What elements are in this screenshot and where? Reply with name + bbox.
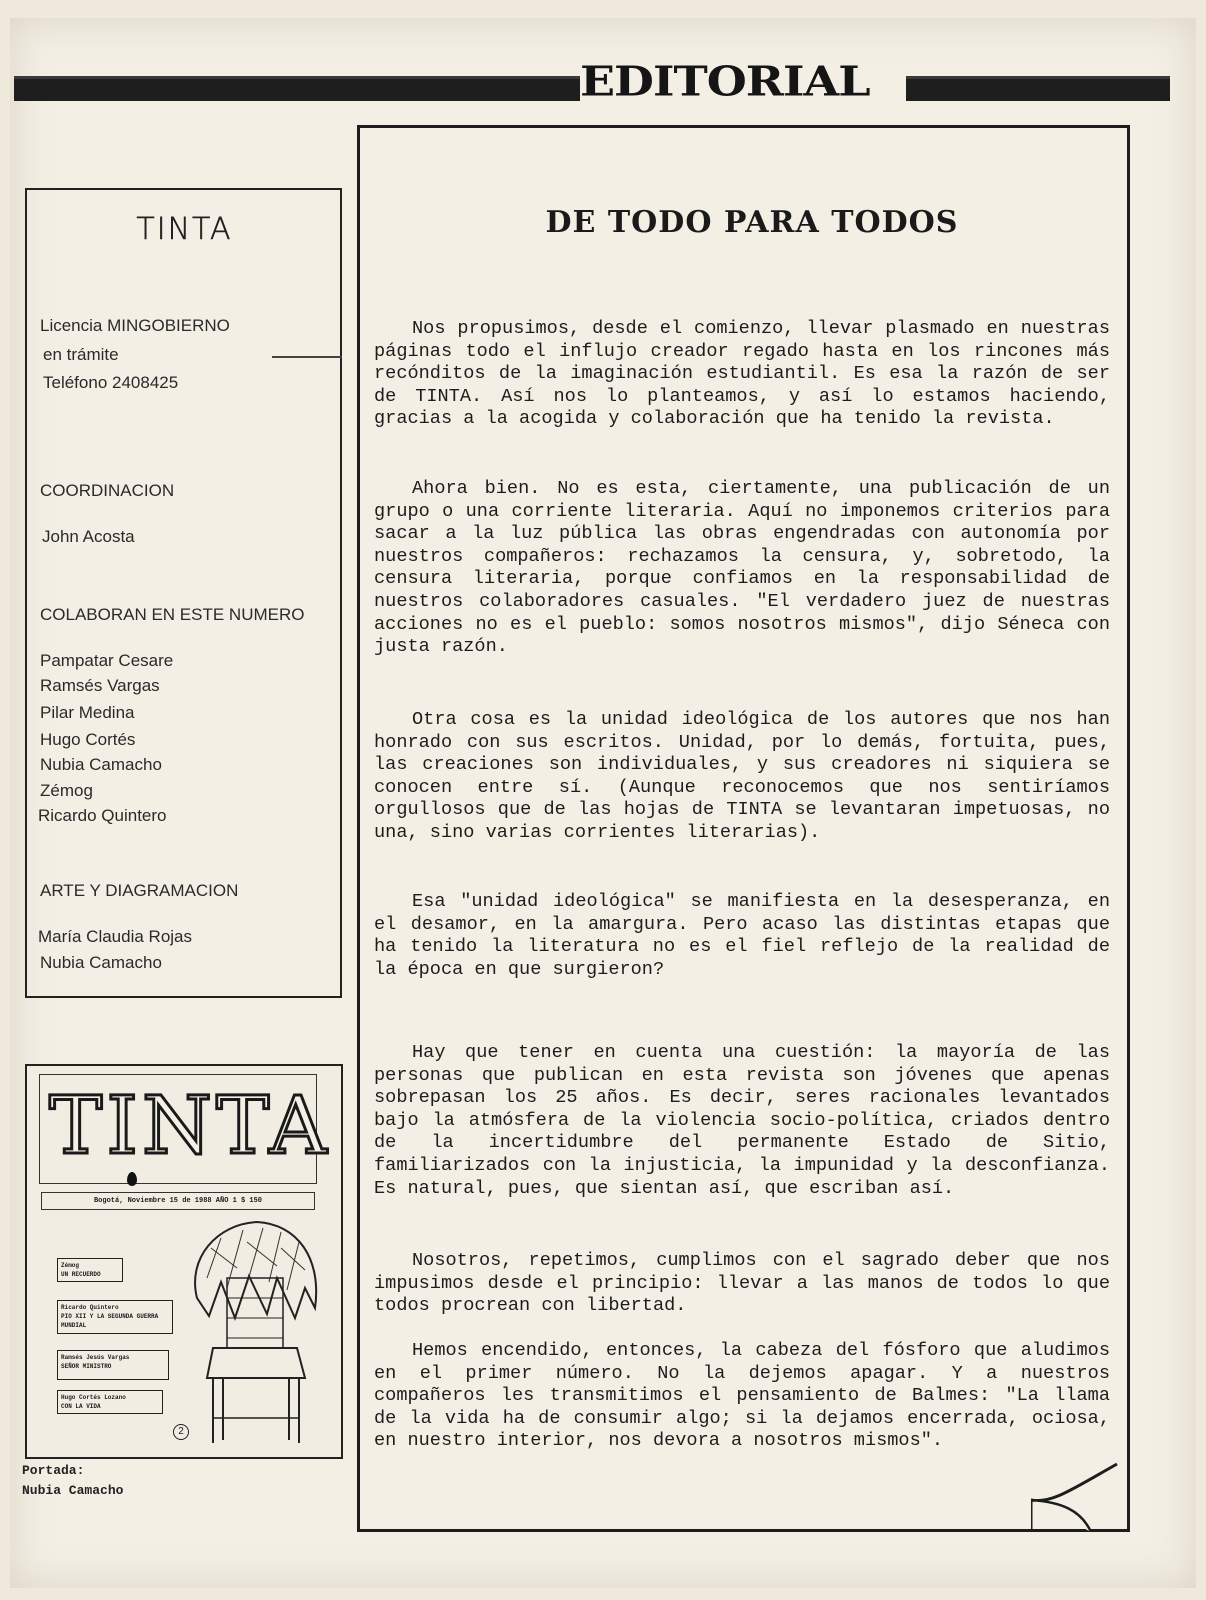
cover-item bbox=[57, 1350, 169, 1380]
cover-item-title: CON LA VIDA bbox=[61, 1403, 101, 1410]
cover-caption-author: Nubia Camacho bbox=[22, 1483, 124, 1498]
designer-name: María Claudia Rojas bbox=[38, 927, 193, 946]
cover-dateline: Bogotá, Noviembre 15 de 1988 AÑO 1 $ 150 bbox=[41, 1192, 315, 1210]
phone-line: Teléfono 2408425 bbox=[43, 373, 179, 392]
contributor-name: Ricardo Quintero bbox=[38, 806, 167, 825]
contributor-name: Pampatar Cesare bbox=[40, 651, 174, 670]
cover-item bbox=[57, 1390, 163, 1414]
ink-drop-icon bbox=[127, 1172, 137, 1186]
cover-item-author: Ramsés Jesús Vargas bbox=[61, 1354, 130, 1361]
license-line: Licencia MINGOBIERNO bbox=[40, 316, 230, 335]
masthead-logo: TINTA bbox=[136, 212, 233, 247]
article-paragraph: Esa "unidad ideológica" se manifiesta en la desesperanza, en el desamor, en la amargura. Pero acaso las distintas etapas que ha tenido la literatura no es el fiel reflejo de la realidad de la época en que surgieron? bbox=[374, 891, 1110, 980]
contributor-name: Ramsés Vargas bbox=[40, 676, 160, 695]
contributor-name: Pilar Medina bbox=[40, 703, 135, 722]
contributor-name: Hugo Cortés bbox=[40, 730, 136, 749]
cover-item-title: PIO XII Y LA SEGUNDA GUERRA MUNDIAL bbox=[61, 1313, 159, 1329]
cover-logo: TINTA bbox=[49, 1079, 331, 1172]
cover-item-author: Hugo Cortés Lozano bbox=[61, 1394, 126, 1401]
cover-page-number: 2 bbox=[173, 1424, 189, 1440]
article-paragraph: Otra cosa es la unidad ideológica de los autores que nos han honrado con sus escritos. Unidad, por lo demás, fortuita, pues, las creaciones son individuales, y sus creadores ni siquiera se conocen entre sí. (Aunque reconocemos que nos sentiríamos orgullosos que de las hojas de TINTA se levantaran impetuosas, no una, sino varias corrientes literarias). bbox=[374, 709, 1110, 843]
license-line: en trámite bbox=[43, 345, 119, 364]
cover-caption-label: Portada: bbox=[22, 1463, 85, 1478]
cover-thumbnail bbox=[25, 1064, 343, 1459]
cover-item-title: UN RECUERDO bbox=[61, 1271, 101, 1278]
article-paragraph: Ahora bien. No es esta, ciertamente, una publicación de un grupo o una corriente literaria. Aquí no imponemos criterios para sacar a la luz pública las obras engendradas con autonomía por nuestros compañeros: rechazamos la censura, y, sobretodo, la censura literaria, porque confiamos en la responsabilidad de nuestros colaboradores casuales. "El verdadero juez de nuestras acciones no es el pueblo: somos nosotros mismos", dijo Séneca con justa razón. bbox=[374, 478, 1110, 658]
article-paragraph: Hay que tener en cuenta una cuestión: la mayoría de las personas que publican en esta revista son jóvenes que apenas sobrepasan los 25 años. Es decir, seres racionales levantados bajo la atmósfera de la violencia socio-política, criados dentro de la incertidumbre del permanente Estado de Sitio, familiarizados con la injusticia, la impunidad y la desconfianza. Es natural, pues, que sientan así, que escriban así. bbox=[374, 1042, 1110, 1199]
contributor-name: Zémog bbox=[40, 781, 93, 800]
coordination-heading: COORDINACION bbox=[40, 481, 175, 500]
cover-item-author: Zémog bbox=[61, 1262, 80, 1269]
chair-illustration bbox=[177, 1218, 327, 1448]
design-heading: ARTE Y DIAGRAMACION bbox=[40, 881, 239, 900]
designer-name: Nubia Camacho bbox=[40, 953, 162, 972]
cover-item-author: Ricardo Quintero bbox=[61, 1304, 119, 1311]
article-title: DE TODO PARA TODOS bbox=[545, 205, 959, 240]
article-paragraph: Nos propusimos, desde el comienzo, llevar plasmado en nuestras páginas todo el influjo creador regado hasta en los rincones más recónditos de la imaginación estudiantil. Es esa la razón de ser de TINTA. Así nos lo planteamos, y así lo estamos haciendo, gracias a la acogida y colaboración que ha tenido la revista. bbox=[374, 318, 1110, 430]
cover-item-title: SEÑOR MINISTRO bbox=[61, 1363, 112, 1370]
contributor-name: Nubia Camacho bbox=[40, 755, 162, 774]
divider-mark bbox=[272, 356, 342, 358]
contributors-heading: COLABORAN EN ESTE NUMERO bbox=[40, 605, 305, 624]
cover-item bbox=[57, 1300, 173, 1334]
section-title: EDITORIAL bbox=[580, 56, 870, 106]
credits-box bbox=[25, 188, 342, 998]
banner-rule-left bbox=[14, 76, 580, 101]
page-curl-corner bbox=[1031, 1460, 1121, 1532]
article-paragraph: Nosotros, repetimos, cumplimos con el sagrado deber que nos impusimos desde el principio: llevar a las manos de todos lo que todos procrean con libertad. bbox=[374, 1250, 1110, 1317]
cover-item bbox=[57, 1258, 123, 1282]
coordinator-name: John Acosta bbox=[42, 527, 135, 546]
article-paragraph: Hemos encendido, entonces, la cabeza del fósforo que aludimos en el primer número. No la dejemos apagar. Y a nuestros compañeros les transmitimos el pensamiento de Balmes: "La llama de la vida ha de consumir algo; si la dejamos encerrada, ociosa, en nuestro interior, nos devora a nosotros mismos". bbox=[374, 1340, 1110, 1452]
banner-rule-right bbox=[906, 76, 1170, 101]
